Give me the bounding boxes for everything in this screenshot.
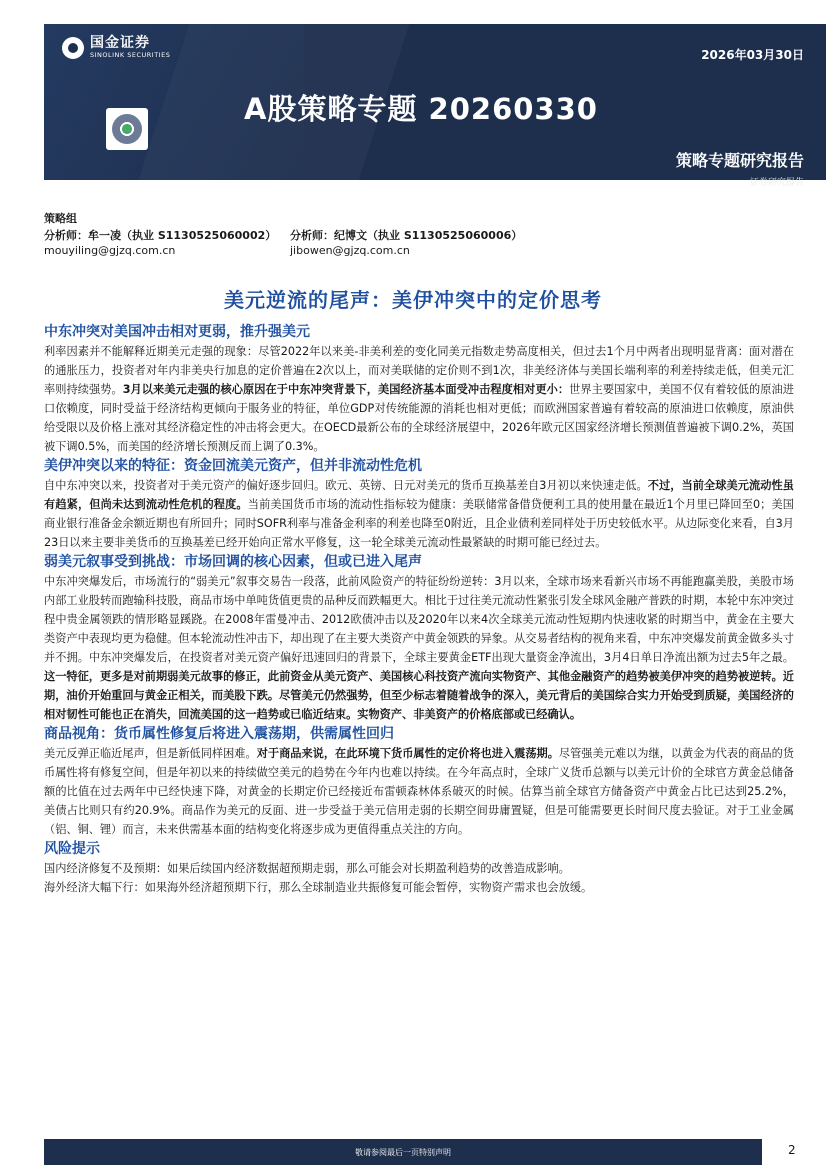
- risk-item: 海外经济大幅下行：如果海外经济超预期下行，那么全球制造业共振修复可能会暂停，实物资产需求也会放缓。: [44, 881, 593, 894]
- logo-name-en: SINOLINK SECURITIES: [90, 51, 171, 59]
- article-body: [44, 322, 794, 897]
- section-heading: 风险提示: [44, 841, 100, 857]
- report-header: [44, 24, 826, 188]
- analyst-2-email[interactable]: jibowen@gjzq.com.cn: [290, 244, 410, 257]
- left-margin: [0, 24, 44, 180]
- risk-item: 国内经济修复不及预期：如果后续国内经济数据超预期走弱，那么可能会对长期盈利趋势的改善造成影响。: [44, 862, 570, 875]
- report-title: A股策略专题 20260330: [244, 92, 598, 126]
- analyst-2: 分析师：纪博文（执业 S1130525060006）: [290, 229, 523, 242]
- section-paragraph: 中东冲突爆发后，市场流行的“弱美元”叙事交易告一段落，此前风险资产的特征纷纷逆转：3月以来，全球市场来看新兴市场不再能跑赢美股，美股市场内部工业股转而跑输科技股，商品市场中单吨货值更贵的品种反而跌幅更大。相比于过往美元流动性紧张引发全球风金融产普跌的时期，本轮中东冲突过程中贵金属领跌的情形略显蹊跷。在2008年雷曼冲击、2012欧债冲击以及2020年以来4次全球美元流动性短期内快速收紧的时期当中，黄金在主要大类资产中表现均更为稳健。但本轮流动性冲击下，却出现了在主要大类资产中黄金领跌的异象。从交易者结构的视角来看，中东冲突爆发前黄金做多头寸并不拥。中东冲突爆发后，在投资者对美元资产偏好迅速回归的背景下，全球主要黄金ETF出现大量资金净流出，3月4日单日净流出额为过去5年之最。这一特征，更多是对前期弱美元故事的修正，此前资金从美元资产、美国核心科技资产流向实物资产、其他金融资产的趋势被美伊冲突的趋势被逆转。近期，油价开始重回与黄金正相关，而美股下跌。尽管美元仍然强势，但至少标志着随着战争的深入，美元背后的美国综合实力开始受到质疑，美国经济的相对韧性可能也正在消失，回流美国的这一趋势或已临近结束。实物资产、非美资产的价格底部或已经确认。: [44, 575, 794, 721]
- report-subtype: 证券研究报告: [749, 178, 804, 188]
- section-paragraph: 自中东冲突以来，投资者对于美元资产的偏好逐步回归。欧元、英镑、日元对美元的货币互换基差自3月初以来快速走低。不过，当前全球美元流动性虽有趋紧，但尚未达到流动性危机的程度。当前美国货币市场的流动性指标较为健康：美联储常备借贷便利工具的使用量在最近1个月里已降回至0；美国商业银行准备金余额近期也有所回升；同时SOFR利率与准备金利率的利差也降至0附近，且企业债利差同样处于历史较低水平。从边际变化来看，自3月23日以来主要非美货币的互换基差已经开始向正常水平修复，这一轮全球美元流动性最紧缺的时期可能已经过去。: [44, 479, 794, 549]
- section-heading: 中东冲突对美国冲击相对更弱，推升强美元: [44, 324, 310, 340]
- section-paragraph: 美元反弹正临近尾声，但是新低同样困难。对于商品来说，在此环境下货币属性的定价将也进入震荡期。尽管强美元难以为继，以黄金为代表的商品的货币属性将有修复空间，但是年初以来的持续做空美元的趋势在今年内也难以持续。在今年高点时，全球广义货币总额与以美元计价的全球官方黄金总储备额的比值在过去两年中已经快速下降，对黄金的长期定价已经接近布雷顿森林体系破灭的时候。估算当前全球官方储备资产中黄金占比已达到25.2%，美债占比则只有约20.9%。商品作为美元的反面、进一步受益于美元信用走弱的长期空间毋庸置疑，但是可能需要更长时间尺度去验证。对于工业金属（铝、铜、锂）而言，未来供需基本面的结构变化将逐步成为更值得重点关注的方向。: [44, 747, 794, 836]
- analyst-1: 分析师：牟一凌（执业 S1130525060002）: [44, 229, 277, 242]
- analyst-1-email[interactable]: mouyiling@gjzq.com.cn: [44, 244, 176, 257]
- section-heading: 商品视角：货币属性修复后将进入震荡期，供需属性回归: [44, 726, 394, 742]
- qr-code-icon: [106, 108, 148, 150]
- section-heading: 美伊冲突以来的特征：资金回流美元资产，但并非流动性危机: [44, 458, 422, 474]
- logo-icon: [62, 37, 84, 59]
- article-title: 美元逆流的尾声：美伊冲突中的定价思考: [224, 288, 602, 312]
- report-type: 策略专题研究报告: [675, 151, 804, 170]
- report-date: 2026年03月30日: [701, 48, 804, 62]
- footer-disclaimer: 敬请参阅最后一页特别声明: [44, 1139, 762, 1165]
- page-number: 2: [788, 1143, 796, 1157]
- company-logo: [62, 36, 170, 59]
- section-heading: 弱美元叙事受到挑战：市场回调的核心因素，但或已进入尾声: [44, 554, 422, 570]
- team-name: 策略组: [44, 212, 77, 225]
- section-paragraph: 利率因素并不能解释近期美元走强的现象：尽管2022年以来美-非美利差的变化同美元指数走势高度相关，但过去1个月中两者出现明显背离：面对潜在的通胀压力，投资者对年内非美央行加息的定价普遍在2次以上，而对美联储的定价则不到1次，非美经济体与美国长端利率的利差持续走低，但美元汇率则持续强势。3月以来美元走强的核心原因在于中东冲突背景下，美国经济基本面受冲击程度相对更小：世界主要国家中，美国不仅有着较低的原油进口依赖度，同时受益于经济结构更倾向于服务业的特征，单位GDP对传统能源的消耗也相对更低；而欧洲国家普遍有着较高的原油进口依赖度，原油供给受限以及价格上涨对其经济稳定性的冲击将会更大。在OECD最新公布的全球经济展望中，2026年欧元区国家经济增长预测值普遍被下调0.2%，英国被下调0.5%，而美国的经济增长预测反而上调了0.3%。: [44, 345, 794, 453]
- logo-name-cn: 国金证券: [90, 35, 150, 51]
